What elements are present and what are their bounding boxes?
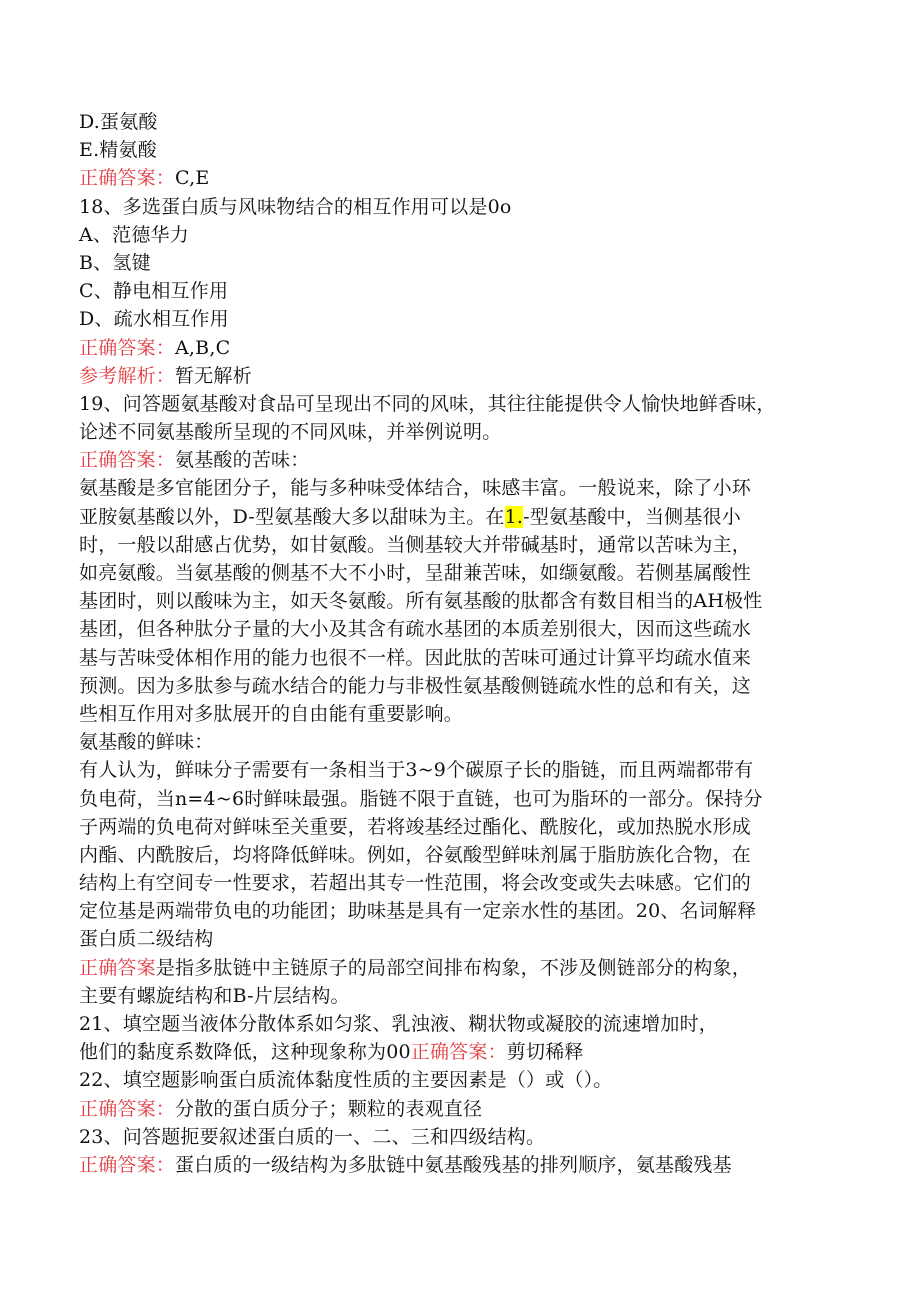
answer-line <box>79 1151 839 1179</box>
answer-value: A,B,C <box>175 336 231 359</box>
answer-line <box>79 446 839 474</box>
paragraph-line: 预测。因为多肽参与疏水结合的能力与非极性氨基酸侧链疏水性的总和有关，这 <box>79 674 752 697</box>
question-18: 18、多选蛋白质与风味物结合的相互作用可以是0o <box>79 195 512 218</box>
answer-value: 蛋白质的一级结构为多肽链中氨基酸残基的排列顺序，氨基酸残基 <box>175 1153 732 1176</box>
option-e: E.精氨酸 <box>79 139 157 162</box>
text-segment: -型氨基酸中，当侧基很小 <box>523 505 741 528</box>
answer-label: 正确答案： <box>79 336 176 359</box>
paragraph-line: 定位基是两端带负电的功能团；助味基是具有一定亲水性的基团。20、名词解释 <box>79 900 757 923</box>
question-19-cont: 论述不同氨基酸所呈现的不同风味，并举例说明。 <box>79 421 502 444</box>
answer-label: 正确答案： <box>79 1097 176 1120</box>
text-segment: 他们的黏度系数降低，这种现象称为00 <box>79 1041 411 1064</box>
answer-line <box>79 334 839 362</box>
answer-line <box>79 954 839 982</box>
answer-label: 正确答案： <box>79 1153 176 1176</box>
paragraph-line: 子两端的负电荷对鲜味至关重要，若将竣基经过酯化、酰胺化，或加热脱水形成 <box>79 815 752 838</box>
answer-value: 分散的蛋白质分子；颗粒的表观直径 <box>175 1097 483 1120</box>
document-body <box>79 108 839 1179</box>
paragraph-line: 主要有螺旋结构和B-片层结构。 <box>79 984 350 1007</box>
answer-value: C,E <box>175 167 210 190</box>
section-heading: 氨基酸的鲜味： <box>79 731 214 754</box>
paragraph-line: 结构上有空间专一性要求，若超出其专一性范围，将会改变或失去味感。它们的 <box>79 872 752 895</box>
paragraph-line: 些相互作用对多肽展开的自由能有重要影响。 <box>79 702 464 725</box>
analysis-value: 暂无解析 <box>175 364 252 387</box>
analysis-label: 参考解析： <box>79 364 176 387</box>
paragraph-line: 负电荷，当n=4~6时鲜味最强。脂链不限于直链，也可为脂环的一部分。保持分 <box>79 787 763 810</box>
paragraph-line: 时，一般以甜感占优势，如甘氨酸。当侧基较大并带碱基时，通常以苦味为主， <box>79 533 752 556</box>
paragraph-line: 氨基酸是多官能团分子，能与多种味受体结合，味感丰富。一般说来，除了小环 <box>79 477 752 500</box>
answer-value: 是指多肽链中主链原子的局部空间排布构象，不涉及侧链部分的构象， <box>155 956 752 979</box>
answer-label: 正确答案： <box>79 449 176 472</box>
paragraph-line: 有人认为，鲜味分子需要有一条相当于3~9个碳原子长的脂链，而且两端都带有 <box>79 759 754 782</box>
option-c: C、静电相互作用 <box>79 280 229 303</box>
answer-label: 正确答案 <box>79 956 156 979</box>
answer-label: 正确答案： <box>79 167 176 190</box>
question-23: 23、问答题扼要叙述蛋白质的一、二、三和四级结构。 <box>79 1125 546 1148</box>
paragraph-line: 基与苦味受体相作用的能力也很不一样。因此肽的苦味可通过计算平均疏水值来 <box>79 646 752 669</box>
paragraph-line: 基团，但各种肽分子量的大小及其含有疏水基团的本质差别很大，因而这些疏水 <box>79 618 752 641</box>
question-20-cont: 蛋白质二级结构 <box>79 928 214 951</box>
analysis-line <box>79 362 839 390</box>
answer-line <box>79 1095 839 1123</box>
answer-line <box>79 164 839 192</box>
option-b: B、氢键 <box>79 251 151 274</box>
option-d: D、疏水相互作用 <box>79 308 229 331</box>
question-19: 19、问答题氨基酸对食品可呈现出不同的风味，其往往能提供令人愉快地鲜香味， <box>79 392 776 415</box>
text-segment: 亚胺氨基酸以外，D-型氨基酸大多以甜味为主。在 <box>79 505 505 528</box>
paragraph-line: 内酯、内酰胺后，均将降低鲜味。例如，谷氨酸型鲜味剂属于脂肪族化合物，在 <box>79 843 752 866</box>
answer-value: 氨基酸的苦味： <box>175 449 310 472</box>
option-a: A、范德华力 <box>79 223 189 246</box>
highlighted-text: 1. <box>504 505 524 528</box>
answer-label: 正确答案： <box>410 1041 507 1064</box>
paragraph-line: 基团时，则以酸味为主，如天冬氨酸。所有氨基酸的肽都含有数目相当的AH极性 <box>79 590 763 613</box>
question-21-cont <box>79 1038 839 1066</box>
paragraph-line <box>79 503 839 531</box>
paragraph-line: 如亮氨酸。当氨基酸的侧基不大不小时，呈甜兼苦味，如缬氨酸。若侧基属酸性 <box>79 562 752 584</box>
answer-value: 剪切稀释 <box>506 1041 584 1064</box>
question-22: 22、填空题影响蛋白质流体黏度性质的主要因素是（）或（）。 <box>79 1069 613 1092</box>
option-d: D.蛋氨酸 <box>79 111 158 133</box>
question-21: 21、填空题当液体分散体系如匀浆、乳浊液、糊状物或凝胶的流速增加时， <box>79 1013 718 1035</box>
